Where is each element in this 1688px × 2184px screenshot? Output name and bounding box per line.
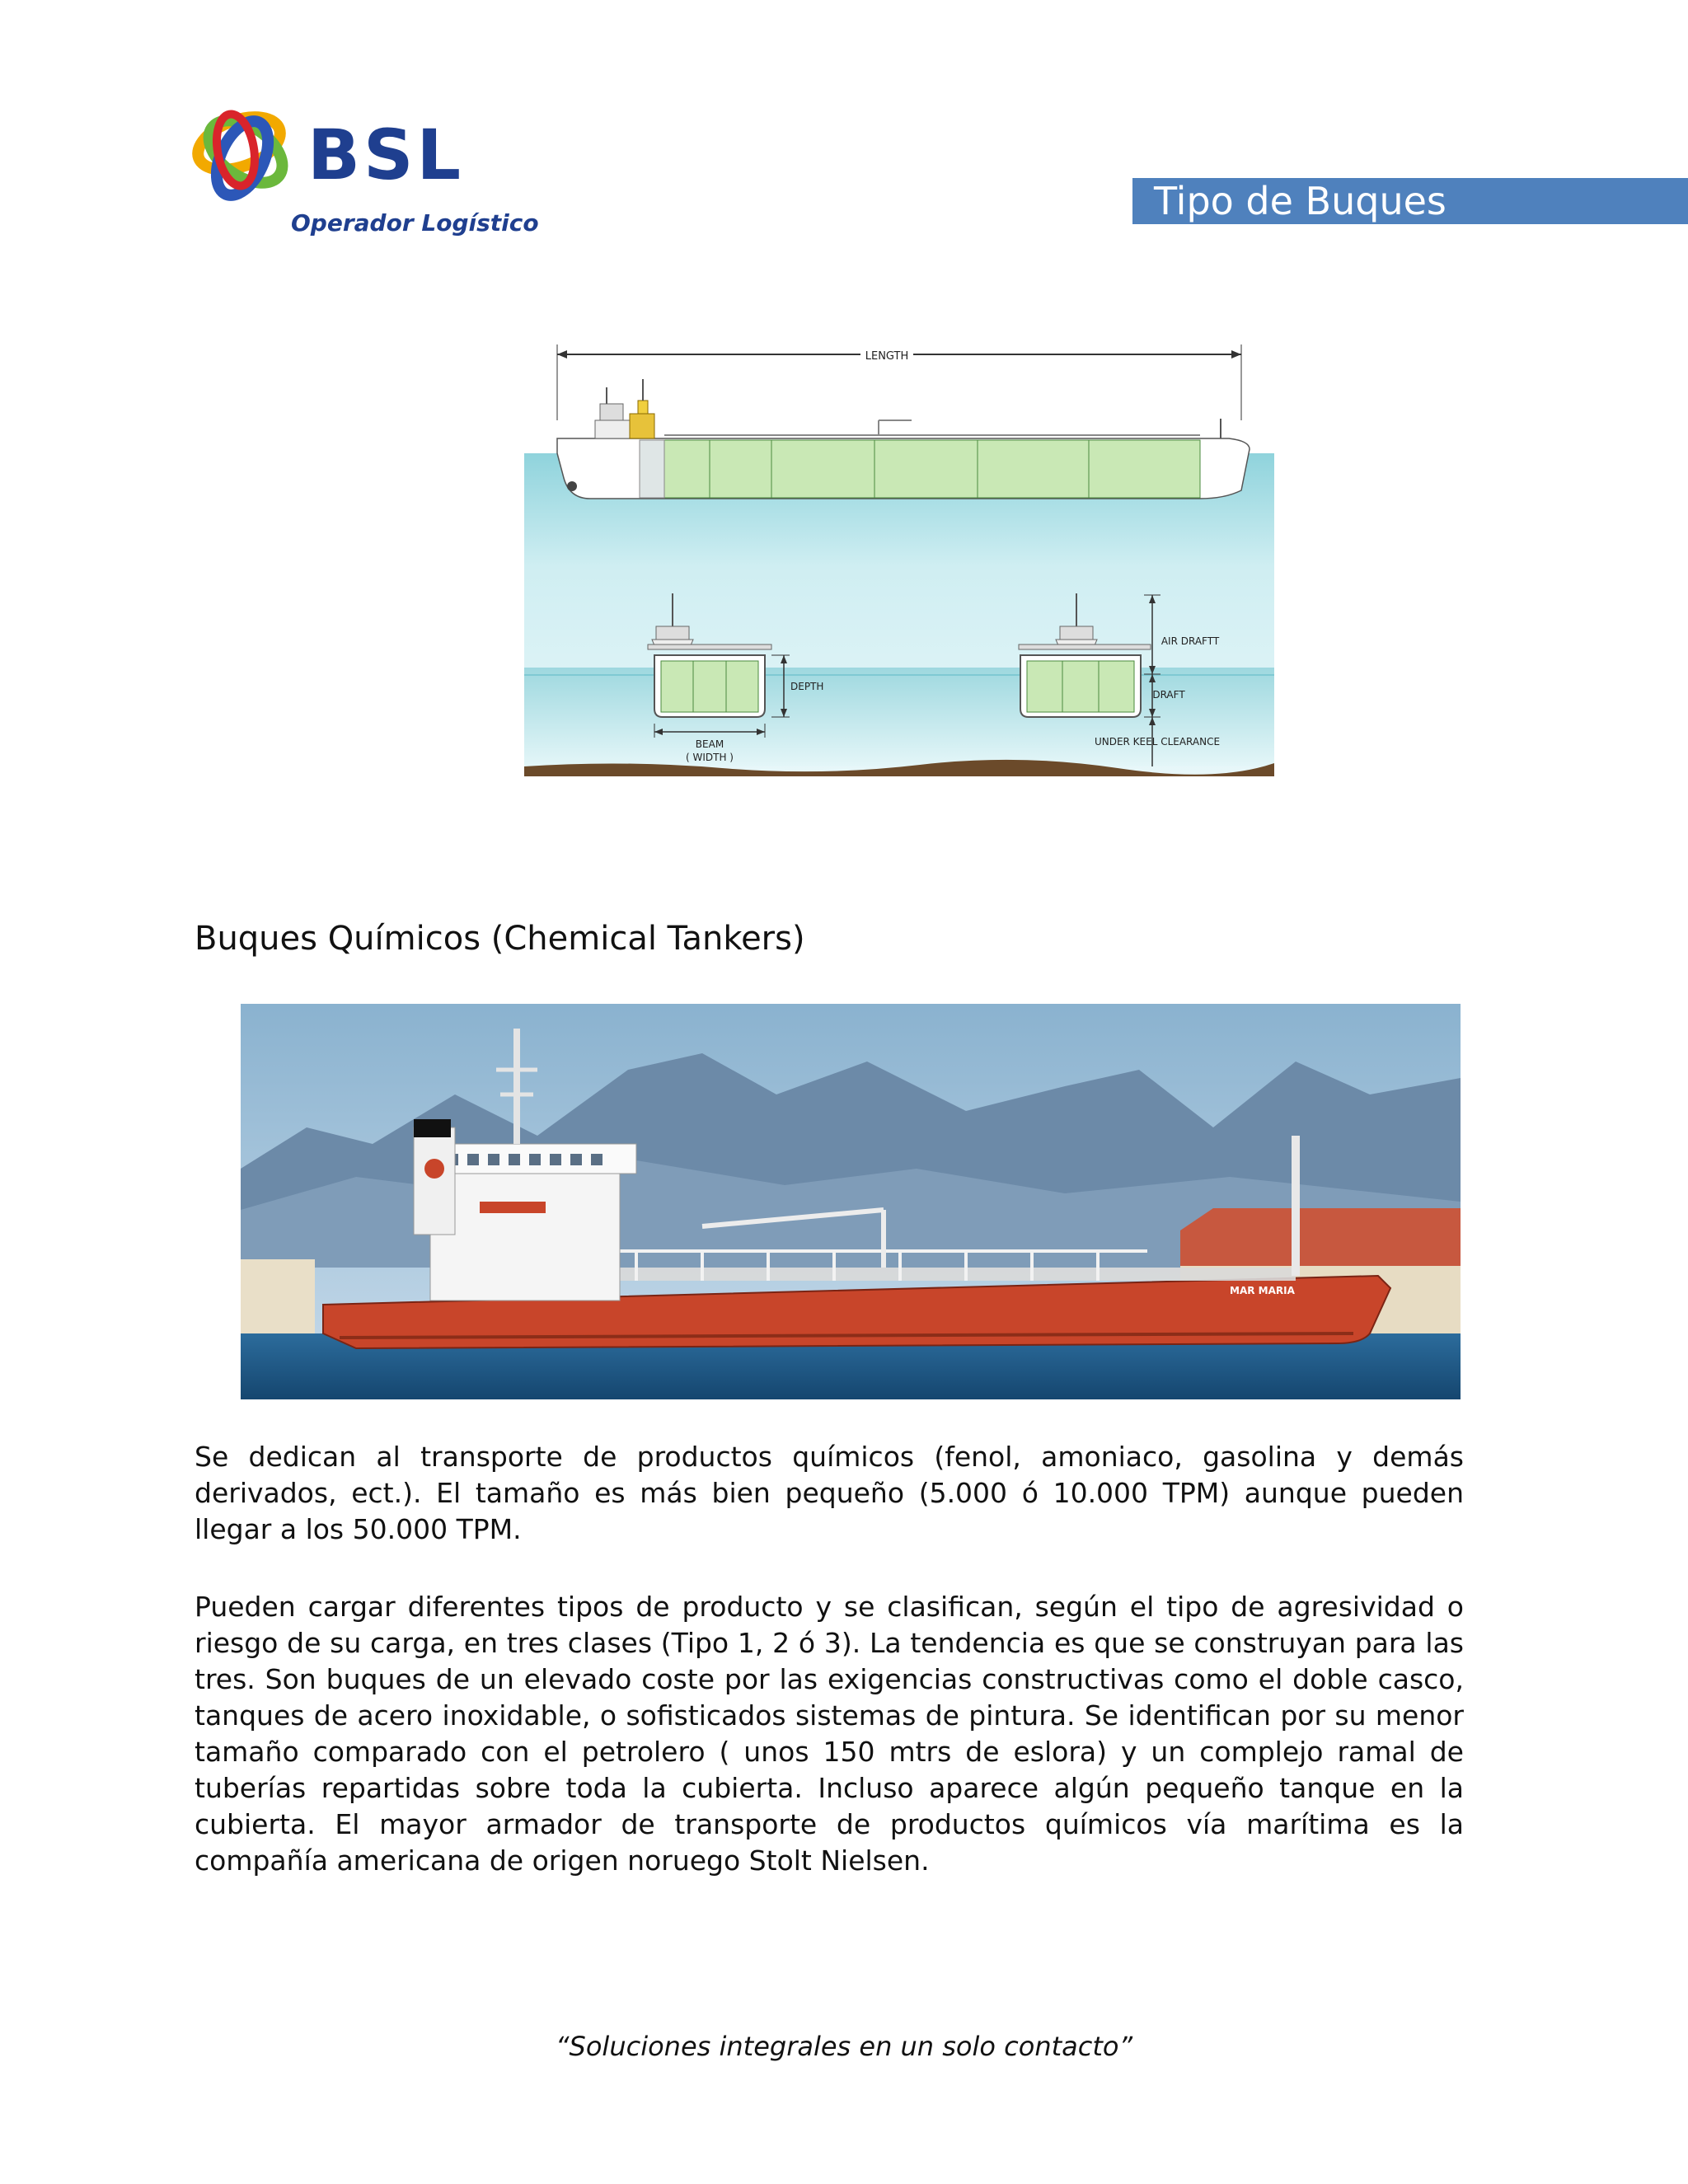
warehouse-roof bbox=[1180, 1208, 1461, 1268]
footer-slogan: “Soluciones integrales en un solo contacto” bbox=[555, 2031, 1133, 2062]
beam-label: BEAM bbox=[695, 738, 724, 750]
air-draft-label: AIR DRAFTT bbox=[1160, 635, 1220, 647]
section-title: Buques Químicos (Chemical Tankers) bbox=[195, 920, 805, 958]
body-paragraph: Pueden cargar diferentes tipos de producto y se clasifican, según el tipo de agresividad o riesgo de su carga, en tres clases (Tipo 1, 2 ó 3). La tendencia es que se construyan para las tres. Son buques de un elevado coste por las exigencias constructivas como el doble casco, tanques de acero inoxidable, o sofisticados sistemas de pintura. Se identifican por su menor tamaño comparado con el petrolero ( unos 150 mtrs de eslora) y un complejo ramal de tuberías repartidas sobre toda la cubierta. Incluso aparece algún pequeño tanque en la cubierta. El mayor armador de transporte de productos químicos vía marítima es la compañía americana de origen noruego Stolt Nielsen. bbox=[195, 1591, 1464, 1877]
width-label: ( WIDTH ) bbox=[686, 752, 734, 763]
depth-label: DEPTH bbox=[790, 681, 824, 692]
logo-brand-text: BSL bbox=[307, 115, 465, 195]
draft-label: DRAFT bbox=[1152, 689, 1185, 701]
length-label: LENGTH bbox=[865, 350, 909, 363]
ship-superstructure bbox=[430, 1169, 620, 1301]
tanker-dimension-diagram bbox=[524, 338, 1274, 776]
under-keel-clearance-label: UNDER KEEL CLEARANCE bbox=[1094, 736, 1221, 748]
body-paragraph: Se dedican al transporte de productos químicos (fenol, amoniaco, gasolina y demás derivados, ect.). El tamaño es más bien pequeño (5.000 ó 10.000 TPM) aunque pueden llegar a los 50.000 TPM. bbox=[195, 1441, 1464, 1545]
logo-tagline-text: Operador Logístico bbox=[291, 209, 539, 237]
header-title: Tipo de Buques bbox=[1154, 179, 1447, 223]
logo-swirl-icon bbox=[191, 107, 294, 204]
tanker-side-profile bbox=[557, 379, 1250, 499]
ship-funnel bbox=[414, 1119, 451, 1137]
ship-name-text: MAR MARIA bbox=[1230, 1285, 1295, 1296]
chemical-tanker-photo bbox=[241, 1004, 1461, 1399]
bsl-logo bbox=[188, 92, 539, 241]
